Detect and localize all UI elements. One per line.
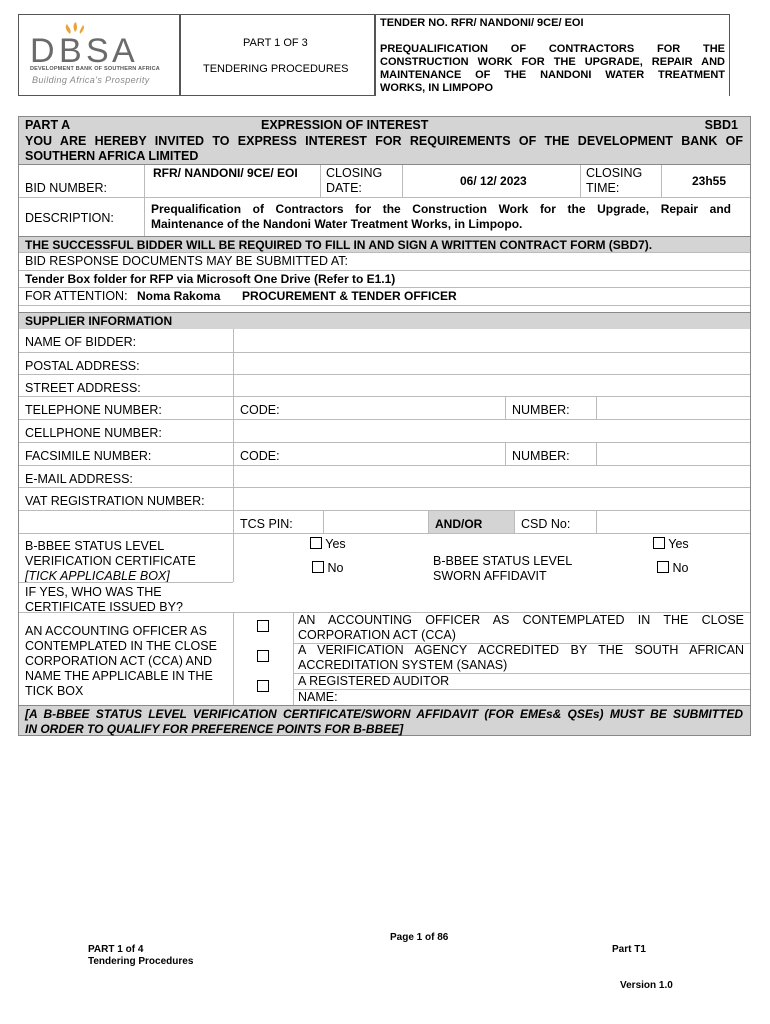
description-cell — [144, 198, 750, 236]
vat-label: VAT REGISTRATION NUMBER: — [25, 494, 205, 508]
sbd1-form — [18, 116, 751, 736]
bid-number-label: BID NUMBER: — [25, 181, 107, 195]
postal-address-field[interactable] — [233, 353, 750, 374]
bbbee-cert-options — [233, 534, 428, 582]
invite-line: YOU ARE HEREBY INVITED TO EXPRESS INTEREST FOR REQUIREMENTS OF THE DEVELOPMENT BANK OF — [25, 134, 743, 148]
bbbee-affidavit-no-checkbox[interactable] — [657, 561, 669, 573]
bbbee-cert-no[interactable] — [312, 561, 343, 575]
option-auditor-checkbox[interactable] — [257, 680, 269, 692]
telephone-row — [19, 397, 750, 420]
bbbee-affidavit-no-label: No — [672, 561, 689, 575]
accounting-checkbox-column — [233, 613, 293, 705]
svg-text:D: D — [30, 32, 56, 70]
tender-box-text: Tender Box folder for RFP via Microsoft One Drive (Refer to E1.1) — [25, 272, 396, 286]
accounting-line: CORPORATION ACT (CCA) AND — [25, 654, 213, 668]
bbbee-issued-line: CERTIFICATE ISSUED BY? — [25, 600, 183, 614]
accounting-row — [19, 613, 750, 705]
tender-description-line: MAINTENANCE OF THE NANDONI WATER TREATMENT — [380, 69, 725, 81]
description-row — [19, 198, 750, 237]
bid-number-cell[interactable] — [144, 165, 336, 197]
vat-field[interactable] — [233, 488, 750, 510]
bbbee-cert-no-checkbox[interactable] — [312, 561, 324, 573]
option-cca-text — [298, 613, 744, 643]
invite-text — [25, 134, 743, 164]
supplier-info-heading: SUPPLIER INFORMATION — [25, 314, 173, 328]
bbbee-cert-yes-checkbox[interactable] — [310, 537, 322, 549]
option-sanas-line: ACCREDITATION SYSTEM (SANAS) — [298, 658, 508, 672]
bbbee-cert-no-label: No — [327, 561, 344, 575]
logo-subtitle: DEVELOPMENT BANK OF SOUTHERN AFRICA — [30, 66, 160, 72]
facsimile-number-label: NUMBER: — [512, 449, 570, 463]
tcs-row — [19, 511, 750, 534]
form-title: EXPRESSION OF INTEREST — [261, 118, 429, 132]
bbbee-cert-yes-label: Yes — [325, 537, 346, 551]
contract-notice-row — [19, 237, 750, 253]
svg-text:S: S — [86, 32, 110, 70]
svg-text:A: A — [112, 32, 136, 70]
submit-notice: BID RESPONSE DOCUMENTS MAY BE SUBMITTED AT: — [25, 254, 348, 268]
submit-notice-row — [19, 253, 750, 271]
bbbee-notice-line: [A B-BBEE STATUS LEVEL VERIFICATION CERTIFICATE/SWORN AFFIDAVIT (FOR EMEs& QSEs) MUST BE SUBMITTED — [25, 707, 743, 721]
vat-row — [19, 488, 750, 511]
footer-section: Tendering Procedures — [88, 956, 194, 967]
closing-time-label-line: TIME: — [586, 181, 620, 195]
tender-description — [380, 43, 725, 95]
bbbee-cert-line: [TICK APPLICABLE BOX] — [25, 569, 170, 583]
tender-description-line: WORKS, IN LIMPOPO — [380, 82, 494, 94]
email-label: E-MAIL ADDRESS: — [25, 472, 133, 486]
option-cca-checkbox[interactable] — [257, 620, 269, 632]
bbbee-issued-line: IF YES, WHO WAS THE — [25, 585, 162, 599]
accounting-line: NAME THE APPLICABLE IN THE — [25, 669, 213, 683]
cellphone-field[interactable] — [233, 420, 750, 442]
option-divider — [294, 689, 750, 690]
bbbee-cert-yes[interactable] — [310, 537, 346, 551]
email-field[interactable] — [233, 466, 750, 487]
header-part: PART 1 OF 3 — [243, 37, 308, 49]
tender-number: TENDER NO. RFR/ NANDONI/ 9CE/ EOI — [380, 17, 584, 29]
closing-date-label-cell — [320, 165, 402, 197]
closing-date-value: 06/ 12/ 2023 — [460, 174, 527, 188]
facsimile-label: FACSIMILE NUMBER: — [25, 449, 152, 463]
street-address-row — [19, 375, 750, 397]
bbbee-cert-line: B-BBEE STATUS LEVEL — [25, 539, 165, 553]
facsimile-code-label: CODE: — [240, 449, 280, 463]
bbbee-row — [19, 534, 750, 613]
bbbee-cert-line: VERIFICATION CERTIFICATE — [25, 554, 196, 568]
part-a-label: PART A — [25, 118, 71, 132]
bbbee-notice — [25, 707, 743, 737]
bid-number-row — [19, 165, 750, 198]
attention-label: FOR ATTENTION: — [25, 289, 128, 303]
option-cca-line: CORPORATION ACT (CCA) — [298, 628, 456, 642]
header-section: TENDERING PROCEDURES — [203, 63, 349, 75]
footer-part-t: Part T1 — [612, 944, 646, 955]
option-sanas-text — [298, 643, 744, 673]
closing-time-label-cell — [580, 165, 661, 197]
part-a-row — [19, 117, 750, 133]
closing-date-label — [326, 166, 382, 196]
telephone-number-field[interactable] — [505, 397, 596, 419]
bbbee-notice-row — [19, 705, 750, 736]
attention-role: PROCUREMENT & TENDER OFFICER — [242, 289, 457, 303]
bbbee-issued-divider — [19, 582, 233, 583]
accounting-line: TICK BOX — [25, 684, 84, 698]
closing-date-cell[interactable] — [402, 165, 580, 197]
telephone-number-label: NUMBER: — [512, 403, 570, 417]
footer-page: Page 1 of 86 — [390, 932, 449, 943]
option-auditor-text: A REGISTERED AUDITOR — [298, 674, 450, 688]
bbbee-affidavit-yes-checkbox[interactable] — [653, 537, 665, 549]
closing-time-cell[interactable] — [661, 165, 750, 197]
bbbee-affidavit-yes[interactable] — [653, 537, 689, 551]
email-row — [19, 466, 750, 488]
attention-row — [19, 288, 750, 306]
spacer-row — [19, 306, 750, 313]
csd-no-label: CSD No: — [521, 517, 571, 531]
street-address-field[interactable] — [233, 375, 750, 396]
facsimile-number-input[interactable] — [596, 443, 750, 465]
telephone-code-label: CODE: — [240, 403, 280, 417]
csd-no-input[interactable] — [596, 511, 750, 533]
tender-box-row — [19, 271, 750, 288]
svg-text:B: B — [59, 32, 83, 70]
contract-notice: THE SUCCESSFUL BIDDER WILL BE REQUIRED TO FILL IN AND SIGN A WRITTEN CONTRACT FORM (SBD7). — [25, 238, 653, 252]
description-text — [151, 202, 731, 232]
option-sanas-line: A VERIFICATION AGENCY ACCREDITED BY THE SOUTH AFRICAN — [298, 643, 744, 657]
closing-time-label-line: CLOSING — [586, 166, 643, 180]
and-or-label: AND/OR — [435, 517, 483, 531]
accounting-line: CONTEMPLATED IN THE CLOSE — [25, 639, 217, 653]
closing-date-label-line: DATE: — [326, 181, 362, 195]
description-line: Prequalification of Contractors for the Construction Work for the Upgrade, Repair and — [151, 202, 731, 216]
cellphone-label: CELLPHONE NUMBER: — [25, 426, 162, 440]
name-of-bidder-field[interactable] — [233, 329, 750, 352]
facsimile-row — [19, 443, 750, 466]
tender-description-line: PREQUALIFICATION OF CONTRACTORS FOR THE — [380, 43, 725, 55]
bbbee-affidavit-yes-label: Yes — [668, 537, 689, 551]
bbbee-affidavit-line: SWORN AFFIDAVIT — [433, 569, 547, 583]
tcs-pin-input[interactable] — [323, 511, 428, 533]
header-part-box — [180, 14, 375, 96]
tender-description-line: CONSTRUCTION WORK FOR THE UPGRADE, REPAIR AND — [380, 56, 725, 68]
bbbee-notice-line: IN ORDER TO QUALIFY FOR PREFERENCE POINTS FOR B-BBEE] — [25, 722, 404, 736]
description-line: Maintenance of the Nandoni Water Treatment Works, in Limpopo. — [151, 217, 523, 231]
accounting-line: AN ACCOUNTING OFFICER AS — [25, 624, 207, 638]
telephone-code-field[interactable] — [233, 397, 505, 419]
facsimile-number-field[interactable] — [505, 443, 596, 465]
cellphone-row — [19, 420, 750, 443]
attention-name: Noma Rakoma — [137, 289, 221, 303]
name-of-bidder-row — [19, 329, 750, 353]
facsimile-code-field[interactable] — [233, 443, 505, 465]
supplier-info-row — [19, 313, 750, 329]
tcs-pin-field[interactable] — [233, 511, 323, 533]
postal-address-row — [19, 353, 750, 375]
bid-number-value: RFR/ NANDONI/ 9CE/ EOI — [153, 166, 298, 180]
bbbee-affidavit-line: B-BBEE STATUS LEVEL — [433, 554, 573, 568]
postal-address-label: POSTAL ADDRESS: — [25, 359, 140, 373]
invite-line: SOUTHERN AFRICA LIMITED — [25, 149, 199, 163]
bbbee-affidavit-label — [433, 554, 572, 584]
tcs-pin-label: TCS PIN: — [240, 517, 293, 531]
sbd-label: SBD1 — [704, 118, 738, 132]
footer-part: PART 1 of 4 — [88, 944, 144, 955]
name-of-bidder-label: NAME OF BIDDER: — [25, 335, 137, 349]
closing-date-label-line: CLOSING — [326, 166, 383, 180]
option-sanas-checkbox[interactable] — [257, 650, 269, 662]
name-label: NAME: — [298, 690, 338, 704]
telephone-number-input[interactable] — [596, 397, 750, 419]
invite-row — [19, 133, 750, 165]
bbbee-issued-by-label — [25, 585, 183, 615]
accounting-options-column — [293, 613, 750, 705]
footer-version: Version 1.0 — [620, 980, 673, 991]
street-address-label: STREET ADDRESS: — [25, 381, 141, 395]
closing-time-value: 23h55 — [692, 174, 727, 188]
closing-time-label — [586, 166, 642, 196]
and-or-cell — [428, 511, 514, 533]
description-label: DESCRIPTION: — [25, 211, 114, 225]
option-cca-line: AN ACCOUNTING OFFICER AS CONTEMPLATED IN THE CLOSE — [298, 613, 744, 627]
logo-tagline: Building Africa's Prosperity — [32, 75, 150, 85]
bbbee-cert-label — [25, 539, 196, 584]
bbbee-affidavit-no[interactable] — [657, 561, 688, 575]
telephone-label: TELEPHONE NUMBER: — [25, 403, 162, 417]
accounting-label — [25, 624, 217, 699]
csd-no-field[interactable] — [514, 511, 596, 533]
